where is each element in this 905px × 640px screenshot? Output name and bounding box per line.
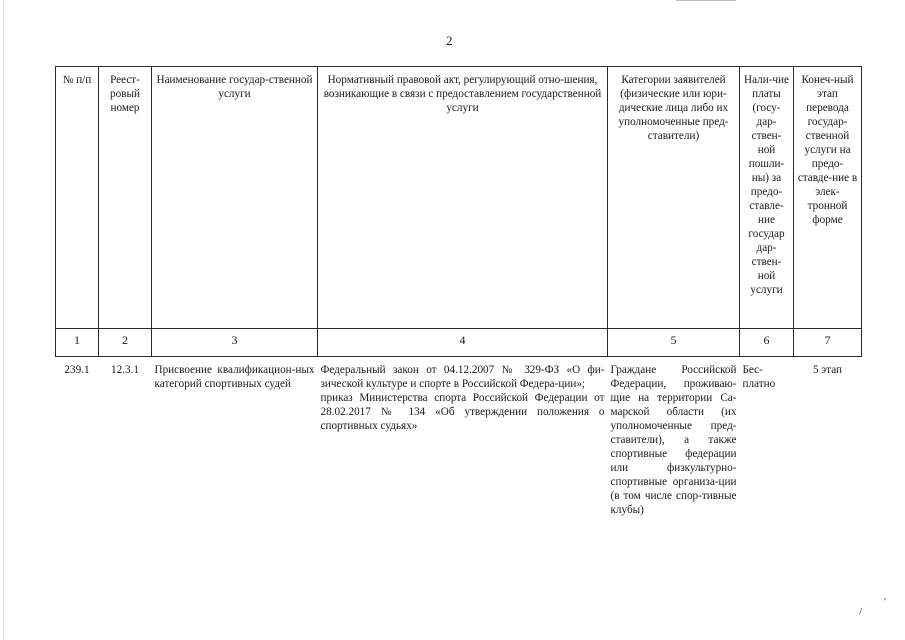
column-number-row: [56, 329, 862, 357]
header-service-name: Наименование государ-ственной услуги: [152, 67, 318, 329]
column-number: 7: [794, 329, 862, 357]
header-fee: Нали-чие платы (госу-дар-ствен-ной пошли-ны) за предо-ставле-ние государ дар-ствен-ной услуги: [740, 67, 794, 329]
legal-act-order: приказ Министерства спорта Российской Федерации от 28.02.2017 № 134 «Об утверждении положения о спортивных судьях»: [320, 392, 605, 432]
column-number: 6: [740, 329, 794, 357]
column-number: 3: [152, 329, 318, 357]
row-applicants: Граждане Российской Федерации, проживаю-щие на территории Са-марской области (их уполномоченные пред-ставители), а также спортивные федерации или физкультурно-спортивные организа-ции (в том числе спор-тивные клубы): [610, 364, 737, 516]
table-row: [56, 357, 862, 518]
column-number: 5: [608, 329, 740, 357]
scan-speck: ': [884, 596, 886, 608]
table-header-row: [56, 67, 862, 329]
scan-speck: /: [859, 606, 863, 618]
row-service-name: Присвоение квалификацион-ных категорий спортивных судей: [154, 364, 315, 390]
services-table: [55, 66, 862, 517]
scan-edge-line: [3, 0, 4, 640]
row-final-stage: 5 этап: [812, 364, 843, 376]
row-registry: 12.3.1: [111, 364, 139, 376]
scan-mark: [676, 0, 736, 2]
legal-act-law: Федеральный закон от 04.12.2007 № 329-ФЗ «О фи-зической культуре и спорте в Российской Федера-ции»;: [320, 364, 605, 390]
header-final-stage: Конеч-ный этап перевода государ-ственной услуги на предо-ставде-ние в элек-тронной форме: [794, 67, 862, 329]
column-number: 4: [318, 329, 608, 357]
column-number: 2: [99, 329, 152, 357]
header-legal-act: Нормативный правовой акт, регулирующий отно-шения, возникающие в связи с предоставлением государственной услуги: [318, 67, 608, 329]
row-legal-act: [318, 357, 608, 518]
page-number: 2: [446, 33, 453, 48]
row-fee: Бес-платно: [742, 364, 776, 390]
row-num: 239.1: [64, 364, 90, 376]
header-num: № п/п: [56, 67, 99, 329]
header-registry: Реест-ровый номер: [99, 67, 152, 329]
column-number: 1: [56, 329, 99, 357]
header-applicants: Категории заявителей (физические или юри-дические лица либо их уполномоченные пред-ставители): [608, 67, 740, 329]
